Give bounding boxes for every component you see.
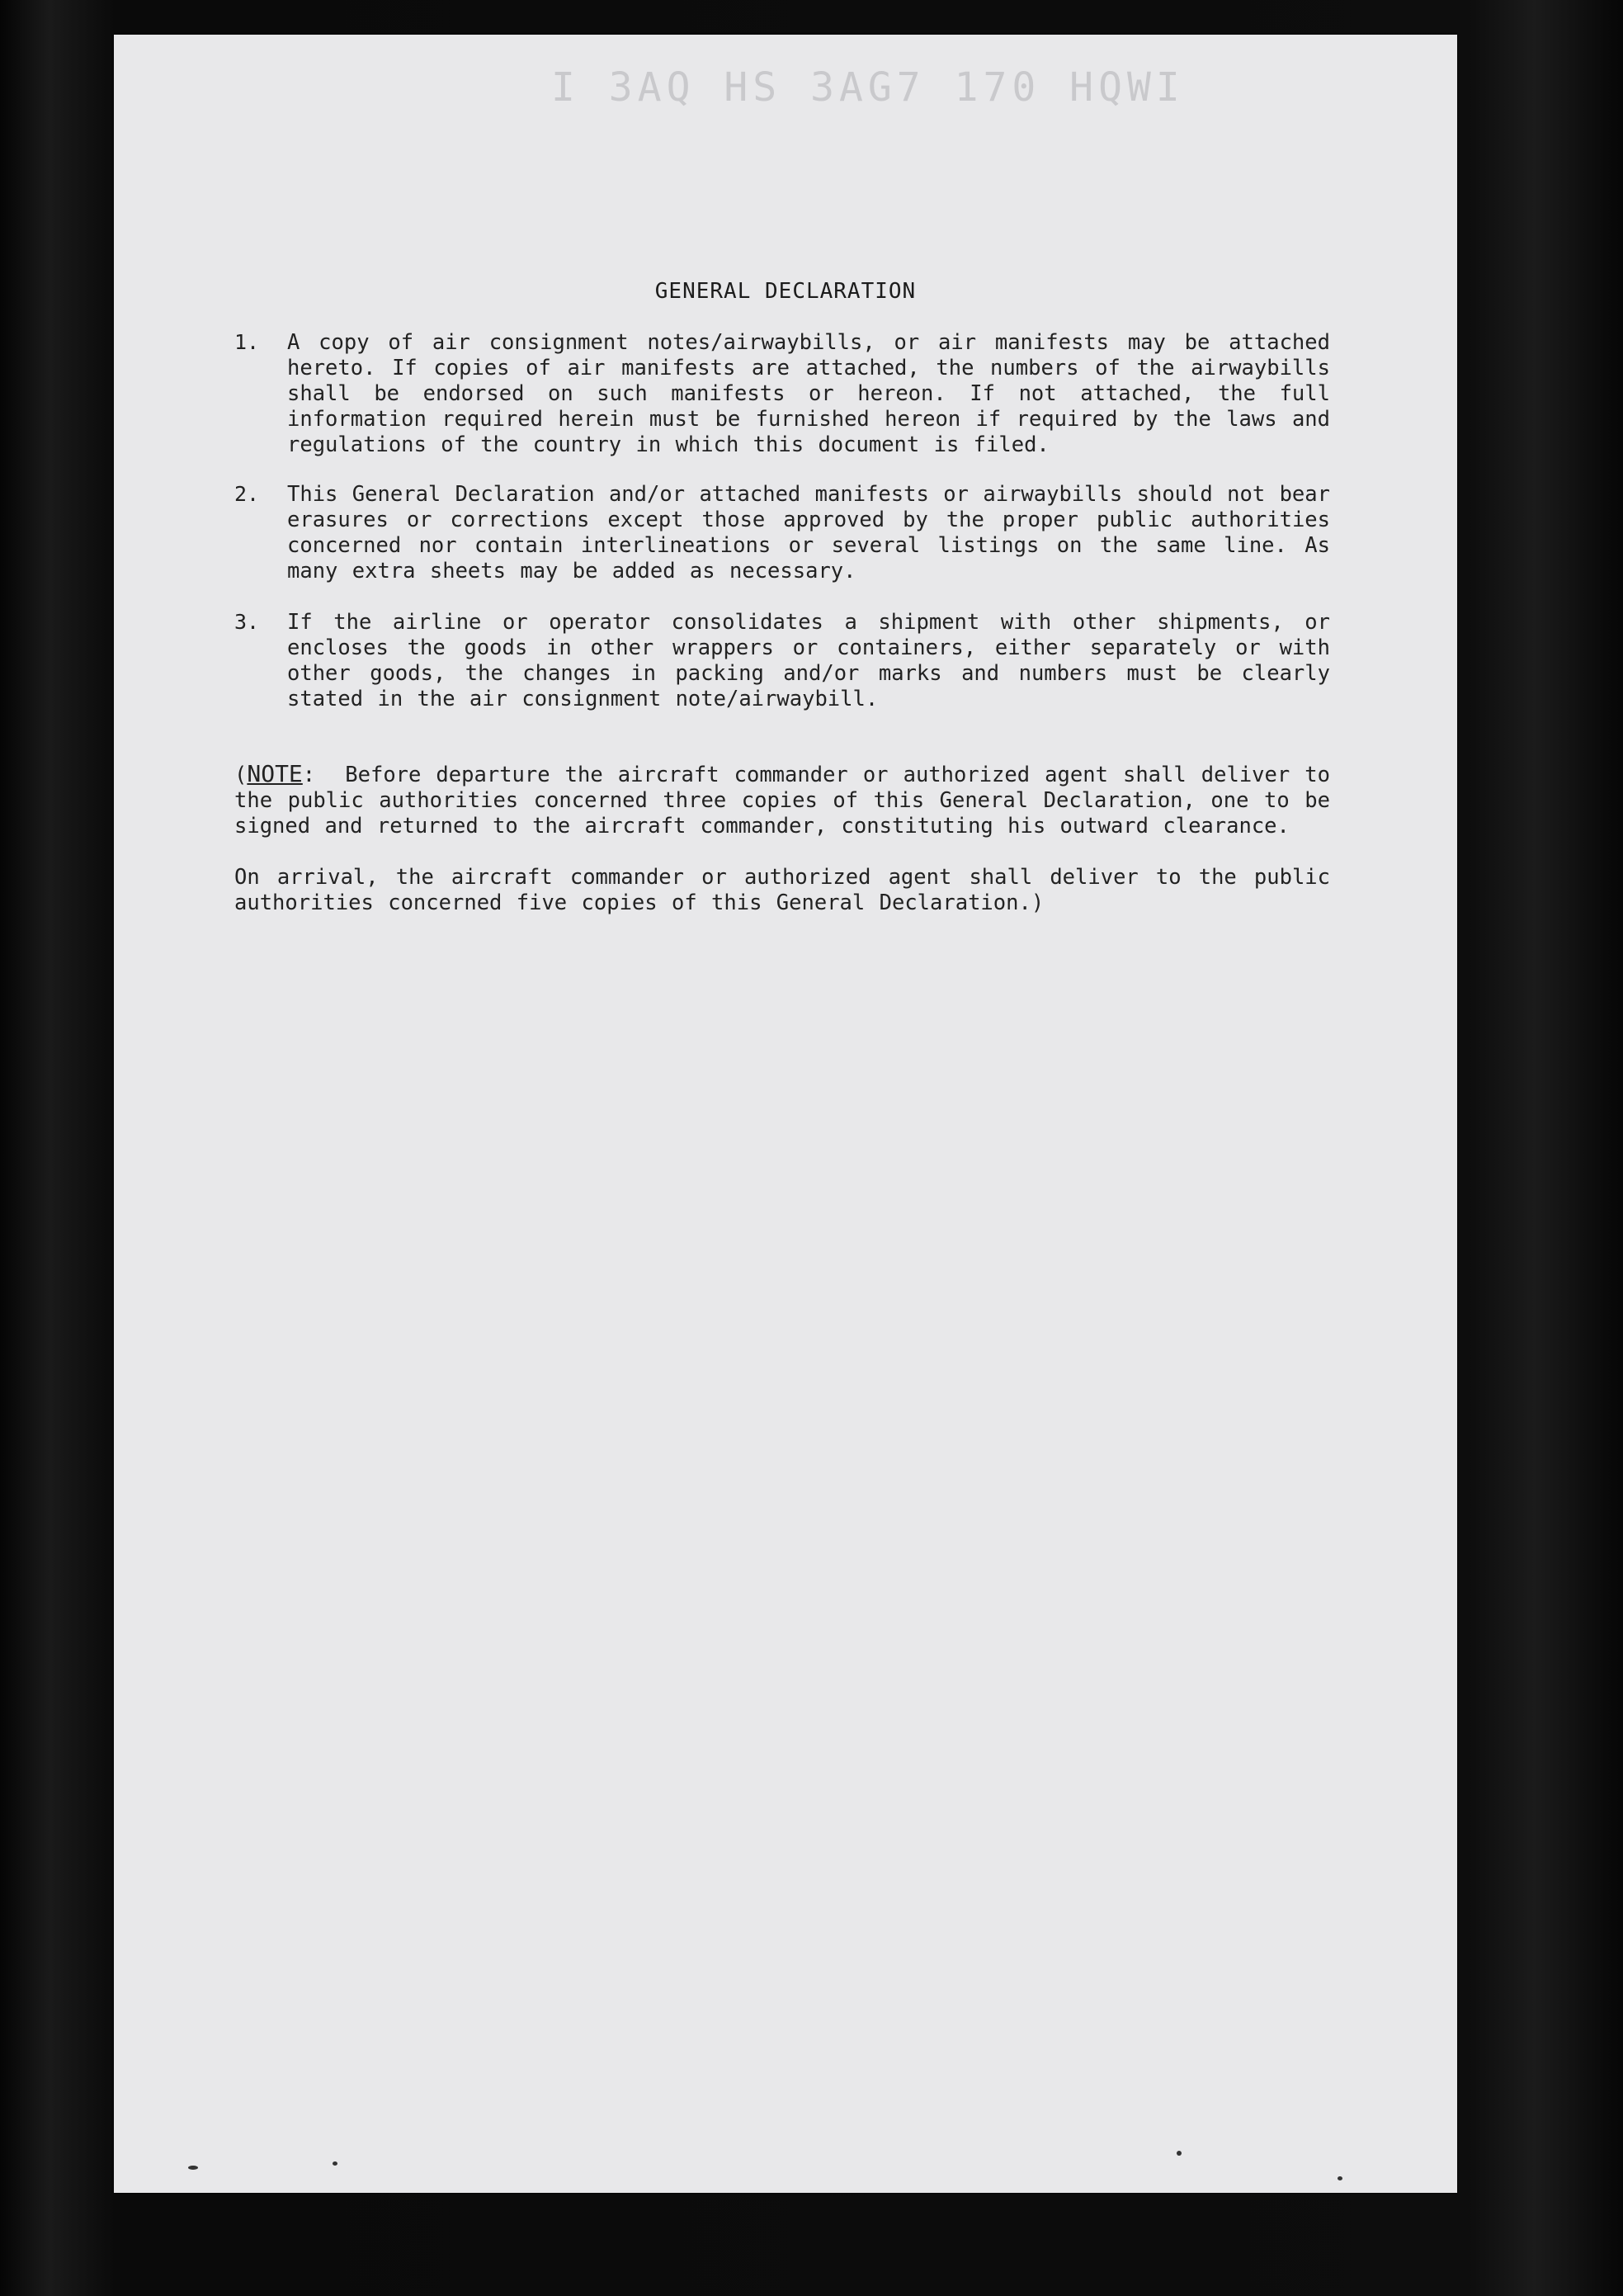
- item-text: A copy of air consignment notes/airwaybills, or air manifests may be attached hereto. If copies of air manifests are attached, the numbers of the airwaybills shall be endorsed on such manifests or hereon. If not attached, the full information required herein must be furnished hereon if required by the laws and regulations of the country in which this document is filed.: [287, 330, 1330, 457]
- note-text: Before departure the aircraft commander or authorized agent shall deliver to the public authorities concerned three copies of this General Declaration, one to be signed and returned to the aircraft commander, constituting his outward clearance.: [234, 763, 1330, 839]
- note-label: NOTE: [247, 760, 303, 787]
- document-title: GENERAL DECLARATION: [654, 279, 917, 304]
- scan-speck: [188, 2166, 198, 2170]
- scan-speck: [333, 2161, 337, 2166]
- item-number: 1.: [234, 330, 260, 354]
- arrival-note: On arrival, the aircraft commander or authorized agent shall deliver to the public authorities concerned five copies of this General Declaration.): [234, 865, 1330, 915]
- note-colon: :: [302, 763, 316, 787]
- item-text: This General Declaration and/or attached manifests or airwaybills should not bear erasures or corrections except those approved by the proper public authorities concerned nor contain interlineations or several listings on the same line. As many extra sheets may be added as necessary.: [287, 482, 1330, 583]
- faint-header-mark: I 3AQ HS 3AG7 170 HQWI: [551, 64, 1185, 111]
- item-number: 3.: [234, 610, 260, 634]
- document-page: [114, 35, 1457, 2193]
- departure-note: [234, 761, 1330, 839]
- scan-speck: [1177, 2151, 1182, 2156]
- item-number: 2.: [234, 482, 260, 506]
- scan-speck: [1338, 2176, 1342, 2180]
- note-open-paren: (: [234, 763, 248, 787]
- item-text: If the airline or operator consolidates a shipment with other shipments, or encloses the goods in other wrappers or containers, either separately or with other goods, the changes in packing and/or marks and numbers must be clearly stated in the air consignment note/airwaybill.: [287, 610, 1330, 711]
